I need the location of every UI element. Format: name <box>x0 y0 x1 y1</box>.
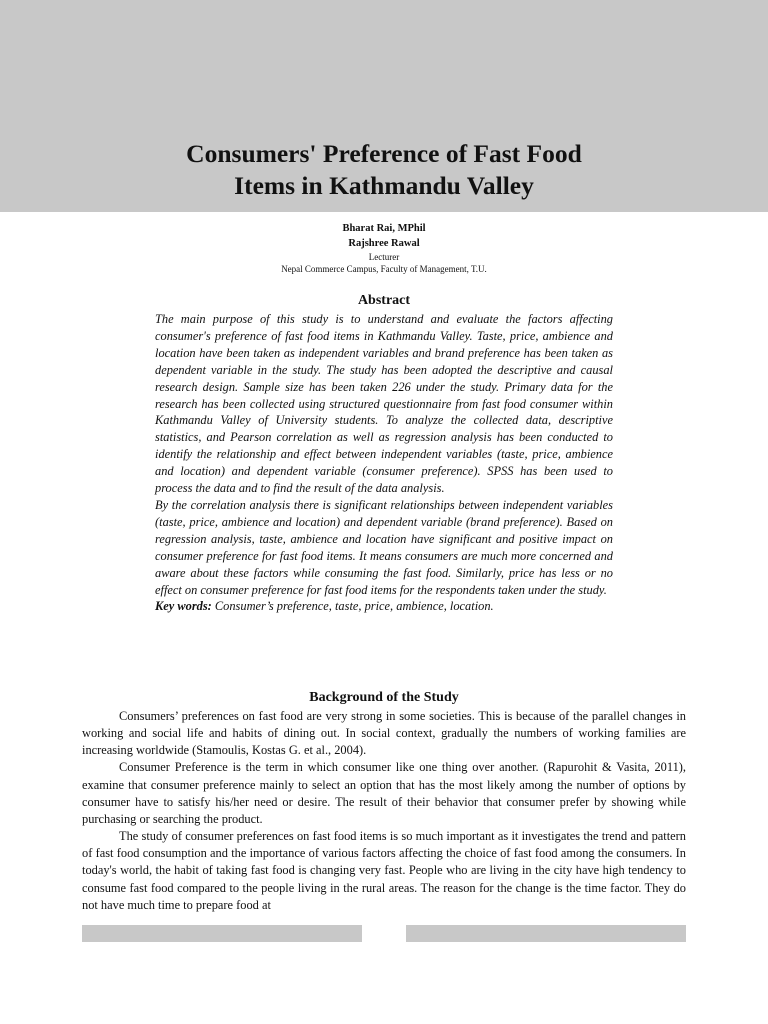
footer-bar-right <box>406 925 686 942</box>
abstract-body <box>155 311 613 615</box>
abstract-paragraph: By the correlation analysis there is significant relationships between independent variables (taste, price, ambience and location) and dependent variable (brand preference). Based on regression analysis, taste, ambience and location have significant and positive impact on consumer preference for fast food items. It means consumers are much more concerned and aware about these factors while consuming the fast food. Similarly, price has less or no effect on consumer preference for fast food items for the respondents taken under the study. <box>155 497 613 597</box>
title-line-1: Consumers' Preference of Fast Food <box>186 139 582 168</box>
author-affiliation: Nepal Commerce Campus, Faculty of Management, T.U. <box>281 264 487 274</box>
abstract-heading: Abstract <box>357 293 411 308</box>
author-name: Bharat Rai, MPhil <box>342 223 426 234</box>
section-heading: Background of the Study <box>309 690 459 705</box>
author-role: Lecturer <box>368 252 400 262</box>
body-paragraph: The study of consumer preferences on fast food items is so much important as it investigates the trend and pattern of fast food consumption and the importance of various factors affecting the choice of fast food among the consumers. In today's world, the habit of taking fast food is changing very fast. People who are living in the city have high tendency to consume fast food compared to the people living in the rural areas. The reason for the change is the time factor. They do not have much time to prepare food at <box>82 829 686 912</box>
body-paragraph: Consumer Preference is the term in which consumer like one thing over another. (Rapurohit & Vasita, 2011), examine that consumer preference mainly to select an option that has the most likely among the number of options by consumer have to satisfy his/her need or desire. The result of their behavior that consumer prefer by showing while purchasing or searching the product. <box>82 760 686 826</box>
body-text <box>82 708 686 914</box>
author-name: Rajshree Rawal <box>348 238 420 249</box>
keywords-text: Consumer’s preference, taste, price, ambience, location. <box>211 599 494 614</box>
body-paragraph: Consumers’ preferences on fast food are very strong in some societies. This is because of the parallel changes in working and social life and habits of dining out. In social context, gradually the numbers of working families are increasing worldwide (Stamoulis, Kostas G. et al., 2004). <box>82 709 686 758</box>
author-block <box>0 221 768 276</box>
keywords-label: Key words: <box>155 599 212 614</box>
paper-title <box>0 138 768 202</box>
title-line-2: Items in Kathmandu Valley <box>234 171 534 200</box>
abstract-paragraph: The main purpose of this study is to understand and evaluate the factors affecting consumer's preference of fast food items in Kathmandu Valley. Taste, price, ambience and location have been taken as independent variables and brand preference has been taken as dependent variable in the study. The study has been adopted the descriptive and causal research design. Sample size has been taken 226 under the study. Primary data for the research has been collected using structured questionnaire from fast food consumer within Kathmandu Valley of University students. To analyze the collected data, descriptive statistics, and Pearson correlation as well as regression analysis has been conducted to identify the relationship and effect between independent variables (taste, price, ambience and location) and dependent variable (consumer preference). SPSS has been used to process the data and to find the result of the data analysis. <box>155 312 613 496</box>
keywords <box>155 598 613 615</box>
footer-bar-left <box>82 925 362 942</box>
